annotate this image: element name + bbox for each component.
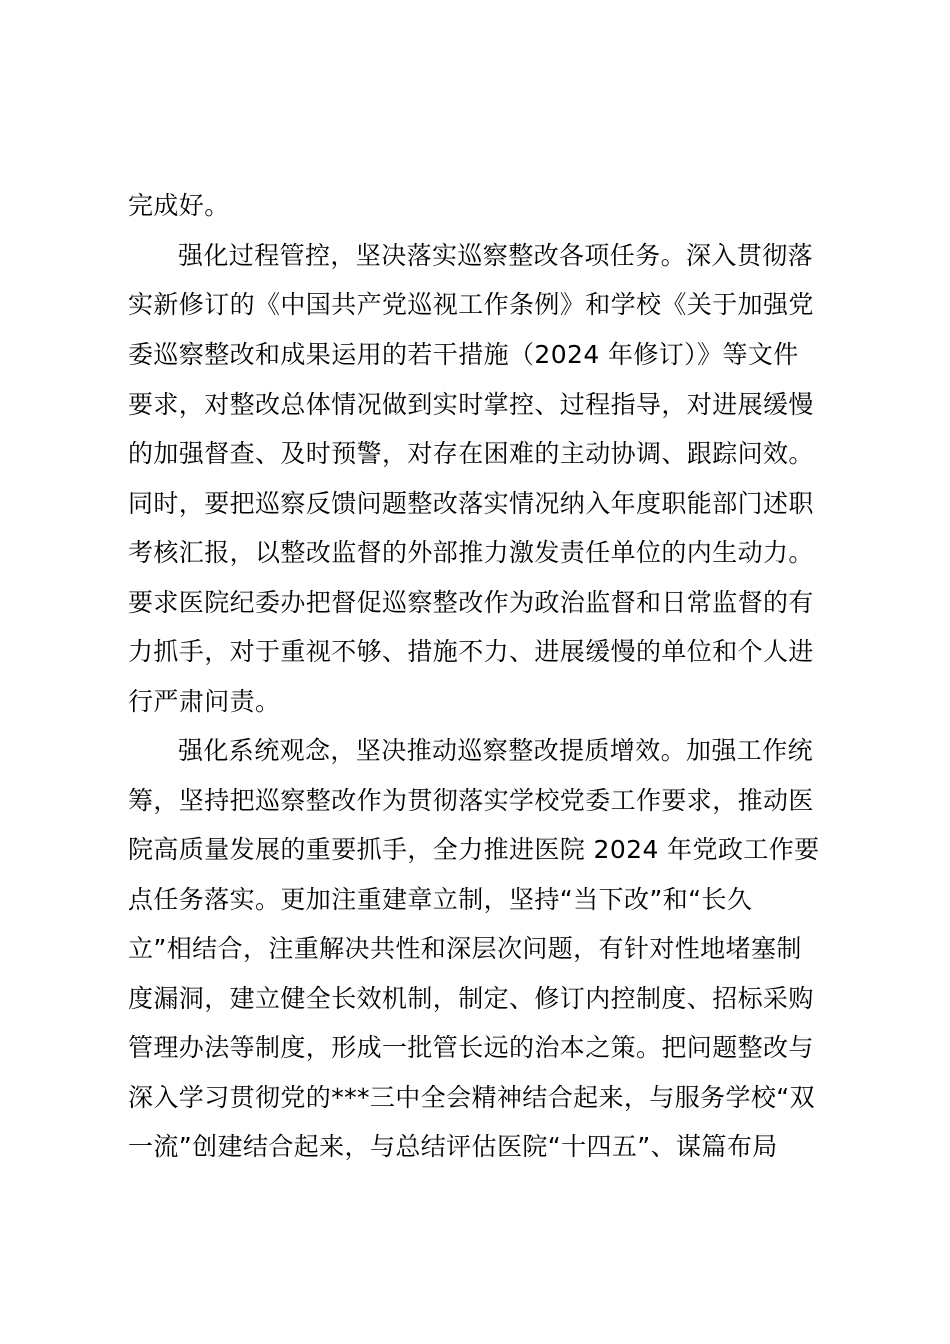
text-line: 同时，要把巡察反馈问题整改落实情况纳入年度职能部门述职 <box>128 489 814 518</box>
text-line: 管理办法等制度，形成一批管长远的治本之策。把问题整改与 <box>128 1033 814 1062</box>
text-line: 点任务落实。更加注重建章立制，坚持“当下改”和“长久 <box>128 885 753 914</box>
text-line: 力抓手，对于重视不够、措施不力、进展缓慢的单位和个人进 <box>128 637 814 666</box>
text-line: 一流”创建结合起来，与总结评估医院“十四五”、谋篇布局 <box>128 1132 778 1161</box>
text-line: 深入学习贯彻党的***三中全会精神结合起来，与服务学校“双 <box>128 1083 816 1112</box>
text-line: 要求，对整改总体情况做到实时掌控、过程指导，对进展缓慢 <box>128 390 814 419</box>
text-line: 院高质量发展的重要抓手，全力推进医院 2024 年党政工作要 <box>128 835 820 864</box>
paragraph-first-line: 强化过程管控，坚决落实巡察整改各项任务。深入贯彻落 <box>178 241 814 270</box>
paragraph-first-line: 强化系统观念，坚决推动巡察整改提质增效。加强工作统 <box>178 736 814 765</box>
text-line: 完成好。 <box>128 191 230 220</box>
text-line: 考核汇报，以整改监督的外部推力激发责任单位的内生动力。 <box>128 538 814 567</box>
text-line: 实新修订的《中国共产党巡视工作条例》和学校《关于加强党 <box>128 290 814 319</box>
text-line: 筹，坚持把巡察整改作为贯彻落实学校党委工作要求，推动医 <box>128 786 814 815</box>
text-line: 行严肃问责。 <box>128 687 281 716</box>
text-line: 委巡察整改和成果运用的若干措施（2024 年修订）》等文件 <box>128 340 799 369</box>
text-line: 度漏洞，建立健全长效机制，制定、修订内控制度、招标采购 <box>128 984 814 1013</box>
text-line: 要求医院纪委办把督促巡察整改作为政治监督和日常监督的有 <box>128 588 814 617</box>
text-line: 立”相结合，注重解决共性和深层次问题，有针对性地堵塞制 <box>128 934 802 963</box>
text-line: 的加强督查、及时预警，对存在困难的主动协调、跟踪问效。 <box>128 439 814 468</box>
